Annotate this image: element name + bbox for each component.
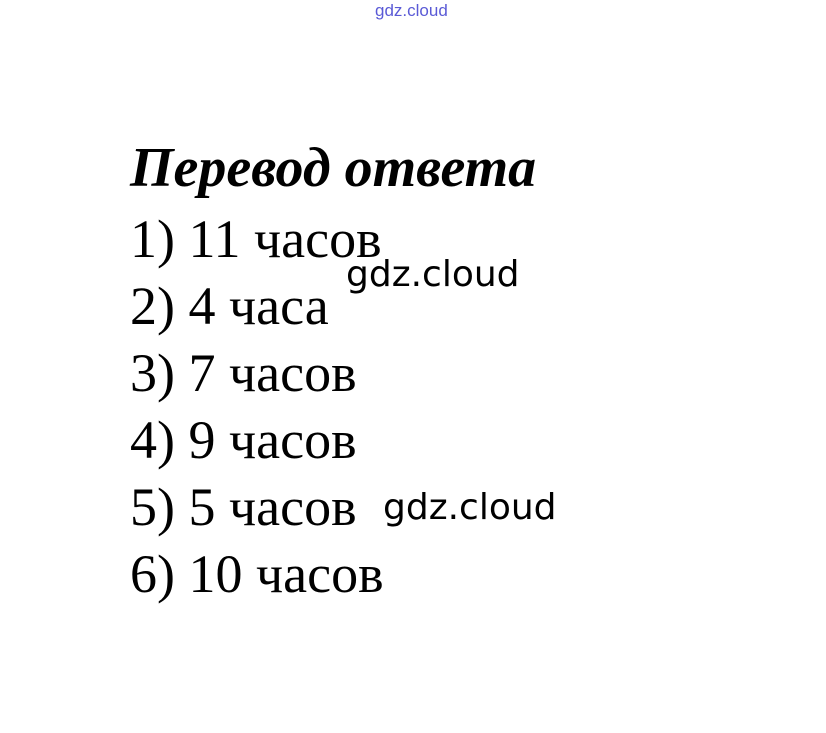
answer-item-4: 4) 9 часов: [130, 410, 357, 470]
watermark-lower: gdz.cloud: [383, 487, 557, 528]
answer-item-5: 5) 5 часов: [130, 477, 357, 537]
watermark-top: gdz.cloud: [375, 1, 448, 20]
answer-item-2: 2) 4 часа: [130, 276, 329, 336]
watermark-middle: gdz.cloud: [346, 254, 520, 295]
answer-item-3: 3) 7 часов: [130, 343, 357, 403]
answer-item-6: 6) 10 часов: [130, 544, 384, 604]
answer-item-1: 1) 11 часов: [130, 209, 382, 269]
page-title: Перевод ответа: [130, 137, 537, 199]
